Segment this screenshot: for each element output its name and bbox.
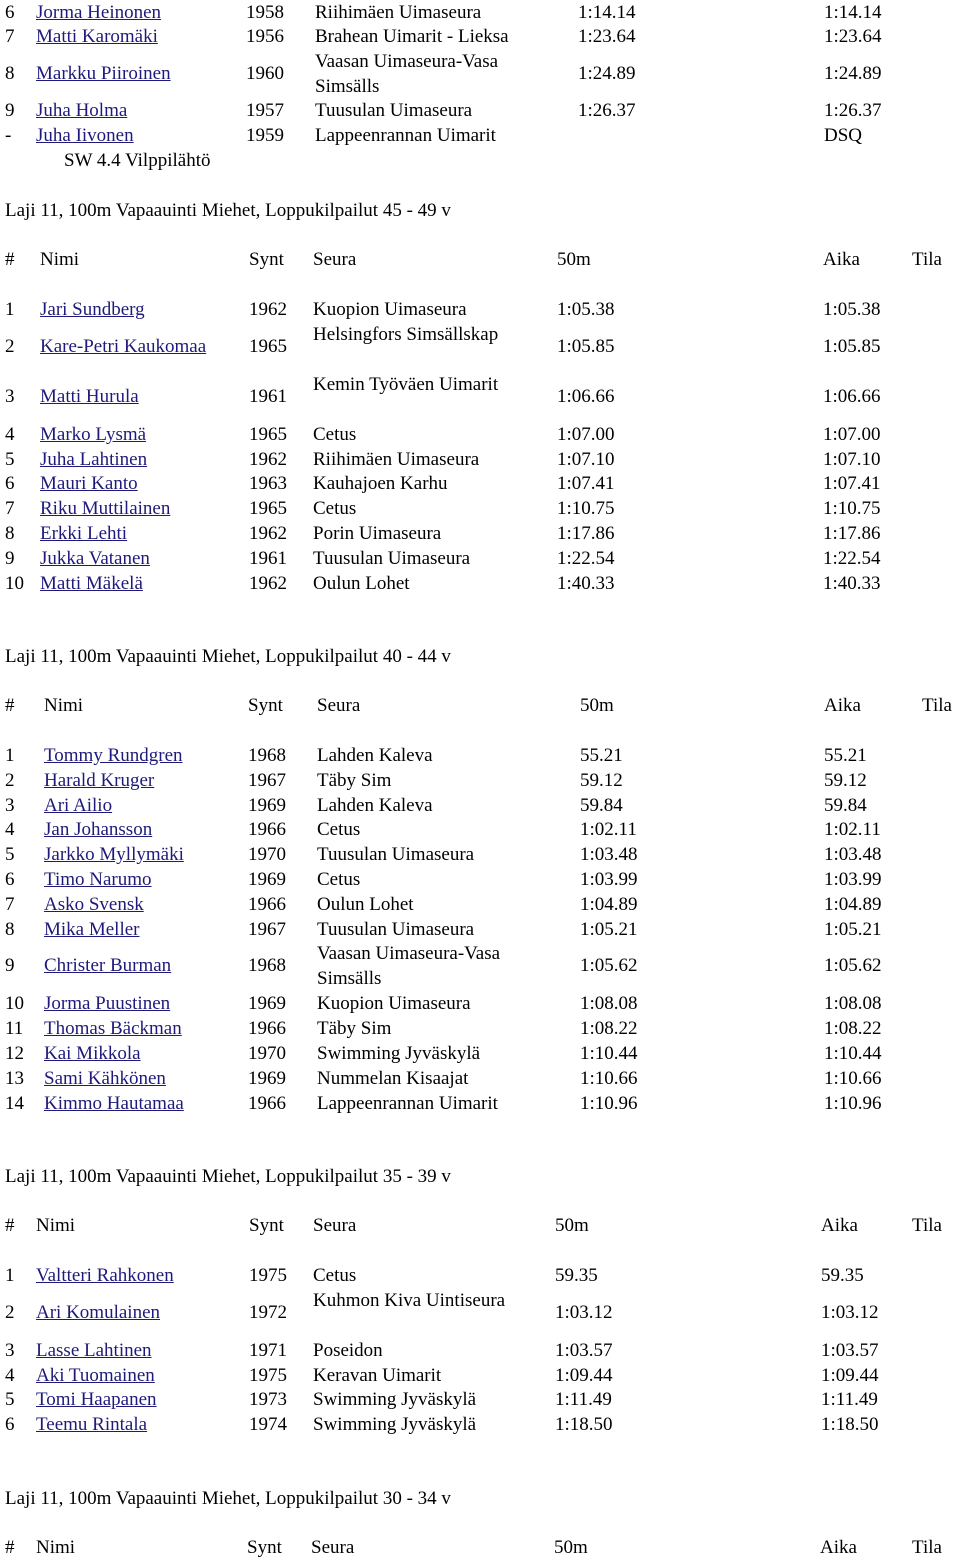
split-cell: 1:10.44 <box>580 1043 638 1064</box>
athlete-link[interactable]: Tomi Haapanen <box>36 1389 157 1411</box>
header-time: Aika <box>820 1537 857 1558</box>
table-row <box>0 1387 960 1412</box>
split-cell: 1:05.62 <box>580 955 638 977</box>
year-cell: 1972 <box>249 1301 287 1323</box>
club-cell: Cetus <box>317 869 361 890</box>
club-cell: Helsingfors Simsällskap <box>313 323 499 345</box>
time-cell: 1:05.21 <box>824 918 882 940</box>
split-cell: 1:22.54 <box>557 547 615 569</box>
athlete-link[interactable]: Christer Burman <box>44 955 172 977</box>
athlete-link[interactable]: Lasse Lahtinen <box>36 1339 152 1361</box>
year-cell: 1962 <box>249 523 287 544</box>
athlete-link[interactable]: Matti Mäkelä <box>40 572 143 594</box>
header-pos: # <box>5 695 15 716</box>
table-row <box>0 297 960 322</box>
table-row <box>0 817 960 842</box>
time-cell: 1:02.11 <box>824 819 881 841</box>
athlete-link[interactable]: Jorma Puustinen <box>44 993 171 1015</box>
split-cell: 1:07.00 <box>557 423 615 445</box>
split-cell: 1:10.96 <box>580 1092 638 1114</box>
club-cell: Tuusulan Uimaseura <box>313 547 471 569</box>
table-row <box>0 546 960 571</box>
section-title: Laji 11, 100m Vapaauinti Miehet, Loppukilpailut 45 - 49 v <box>5 200 451 221</box>
year-cell: 1962 <box>249 299 287 320</box>
club-cell: Porin Uimaseura <box>313 523 442 544</box>
year-cell: 1966 <box>248 1092 286 1114</box>
table-header <box>0 693 960 718</box>
athlete-link[interactable]: Ari Komulainen <box>36 1301 161 1323</box>
split-cell: 1:05.21 <box>580 918 638 940</box>
split-cell: 1:03.48 <box>580 844 638 866</box>
split-cell: 1:05.38 <box>557 299 615 320</box>
time-cell: 1:05.85 <box>823 335 881 357</box>
athlete-link[interactable]: Timo Narumo <box>44 869 152 890</box>
club-cell: Täby Sim <box>317 769 392 791</box>
time-cell: 1:26.37 <box>824 100 882 121</box>
header-split: 50m <box>555 1215 589 1236</box>
year-cell: 1965 <box>249 498 287 520</box>
year-cell: 1975 <box>249 1364 287 1386</box>
year-cell: 1968 <box>248 745 286 766</box>
header-time: Aika <box>824 695 861 716</box>
section-title: Laji 11, 100m Vapaauinti Miehet, Loppukilpailut 40 - 44 v <box>5 646 451 667</box>
club-cell: Swimming Jyväskylä <box>313 1389 477 1411</box>
table-row <box>0 892 960 917</box>
split-cell: 1:26.37 <box>578 100 636 121</box>
athlete-link[interactable]: Mauri Kanto <box>40 473 138 495</box>
table-row <box>0 941 960 991</box>
year-cell: 1966 <box>248 893 286 915</box>
time-cell: 1:24.89 <box>824 63 882 84</box>
time-cell: 1:14.14 <box>824 2 882 23</box>
header-name: Nimi <box>36 1537 76 1558</box>
time-cell: 59.35 <box>821 1265 864 1286</box>
split-cell: 59.12 <box>580 769 623 791</box>
year-cell: 1975 <box>249 1265 287 1286</box>
time-cell: 1:08.22 <box>824 1018 882 1040</box>
table-row <box>0 991 960 1016</box>
year-cell: 1962 <box>249 448 287 470</box>
pos-cell: 4 <box>5 1364 15 1386</box>
pos-cell: 1 <box>5 1265 15 1286</box>
table-row <box>0 49 960 99</box>
table-row <box>0 0 960 25</box>
table-row <box>0 1338 960 1363</box>
club-cell: Tuusulan Uimaseura <box>317 844 475 866</box>
pos-cell: 8 <box>5 523 15 544</box>
year-cell: 1962 <box>249 572 287 594</box>
club-cell: Kauhajoen Karhu <box>313 473 448 495</box>
year-cell: 1958 <box>246 2 284 23</box>
club-cell: Kuhmon Kiva Uintiseura <box>313 1289 506 1311</box>
club-cell: Keravan Uimarit <box>313 1364 442 1386</box>
time-cell: 1:09.44 <box>821 1364 879 1386</box>
pos-cell: 7 <box>5 498 15 520</box>
club-cell: Vaasan Uimaseura-Vasa Simsälls <box>315 51 499 97</box>
header-year: Synt <box>249 249 284 270</box>
athlete-link[interactable]: Matti Karomäki <box>36 26 158 47</box>
club-cell: Kuopion Uimaseura <box>313 299 467 320</box>
time-cell: 1:03.99 <box>824 869 882 890</box>
time-cell: 1:03.12 <box>821 1301 879 1323</box>
club-cell: Riihimäen Uimaseura <box>313 448 480 470</box>
header-name: Nimi <box>44 695 84 716</box>
pos-cell: 7 <box>5 26 15 47</box>
athlete-link[interactable]: Juha Iivonen <box>36 125 134 146</box>
table-row <box>0 842 960 867</box>
year-cell: 1969 <box>248 794 286 816</box>
split-cell: 1:14.14 <box>578 2 636 23</box>
pos-cell: 11 <box>5 1018 24 1040</box>
table-row <box>0 1363 960 1388</box>
table-row <box>0 917 960 942</box>
year-cell: 1966 <box>248 819 286 841</box>
year-cell: 1971 <box>249 1339 287 1361</box>
pos-cell: 12 <box>5 1043 24 1064</box>
header-split: 50m <box>554 1537 588 1558</box>
split-cell: 1:09.44 <box>555 1364 613 1386</box>
time-cell: 59.84 <box>824 794 867 816</box>
pos-cell: 10 <box>5 572 24 594</box>
split-cell: 1:10.66 <box>580 1067 638 1089</box>
athlete-link[interactable]: Aki Tuomainen <box>36 1364 155 1386</box>
year-cell: 1970 <box>248 1043 286 1064</box>
table-row <box>0 743 960 768</box>
club-cell: Cetus <box>317 819 361 841</box>
time-cell: 1:23.64 <box>824 26 882 47</box>
club-cell: Cetus <box>313 423 357 445</box>
time-cell: 1:06.66 <box>823 385 881 407</box>
athlete-link[interactable]: Juha Lahtinen <box>40 448 148 470</box>
year-cell: 1969 <box>248 1067 286 1089</box>
header-club: Seura <box>313 249 357 270</box>
club-cell: Oulun Lohet <box>313 572 410 594</box>
year-cell: 1965 <box>249 423 287 445</box>
pos-cell: 8 <box>5 63 15 84</box>
split-cell: 1:06.66 <box>557 385 615 407</box>
athlete-link[interactable]: Valtteri Rahkonen <box>36 1265 174 1286</box>
header-name: Nimi <box>36 1215 76 1236</box>
pos-cell: 2 <box>5 769 15 791</box>
header-pos: # <box>5 1537 15 1558</box>
pos-cell: 6 <box>5 869 15 890</box>
table-row <box>0 447 960 472</box>
club-cell: Lahden Kaleva <box>317 745 433 766</box>
pos-cell: 6 <box>5 473 15 495</box>
club-cell: Tuusulan Uimaseura <box>317 918 475 940</box>
table-row <box>0 1412 960 1437</box>
year-cell: 1967 <box>248 769 286 791</box>
club-cell: Poseidon <box>313 1339 383 1361</box>
pos-cell: 3 <box>5 1339 15 1361</box>
athlete-link[interactable]: Jari Sundberg <box>40 299 145 320</box>
table-header <box>0 247 960 272</box>
table-row <box>0 793 960 818</box>
header-club: Seura <box>317 695 361 716</box>
pos-cell: 5 <box>5 1389 15 1411</box>
table-row <box>0 322 960 372</box>
pos-cell: 5 <box>5 448 15 470</box>
athlete-link[interactable]: Sami Kähkönen <box>44 1067 166 1089</box>
split-cell: 1:18.50 <box>555 1414 613 1436</box>
club-cell: Nummelan Kisaajat <box>317 1067 469 1089</box>
split-cell: 1:08.22 <box>580 1018 638 1040</box>
year-cell: 1969 <box>248 993 286 1015</box>
time-cell: 1:10.75 <box>823 498 881 520</box>
club-cell: Swimming Jyväskylä <box>313 1414 477 1436</box>
club-cell: Oulun Lohet <box>317 893 414 915</box>
year-cell: 1970 <box>248 844 286 866</box>
pos-cell: 10 <box>5 993 24 1015</box>
year-cell: 1961 <box>249 385 287 407</box>
split-cell: 1:07.10 <box>557 448 615 470</box>
athlete-link[interactable]: Thomas Bäckman <box>44 1018 182 1040</box>
time-cell: 1:10.66 <box>824 1067 882 1089</box>
table-row <box>0 1091 960 1116</box>
athlete-link[interactable]: Kare-Petri Kaukomaa <box>40 335 207 357</box>
athlete-link[interactable]: Tommy Rundgren <box>44 745 183 766</box>
table-row <box>0 521 960 546</box>
split-cell: 1:23.64 <box>578 26 636 47</box>
section-title: Laji 11, 100m Vapaauinti Miehet, Loppukilpailut 30 - 34 v <box>5 1488 451 1509</box>
pos-cell: 1 <box>5 299 15 320</box>
table-row <box>0 1263 960 1288</box>
table-row <box>0 1066 960 1091</box>
time-cell: 55.21 <box>824 745 867 766</box>
split-cell: 1:08.08 <box>580 993 638 1015</box>
table-row <box>0 768 960 793</box>
table-header <box>0 1213 960 1238</box>
time-cell: 1:08.08 <box>824 993 882 1015</box>
time-cell: 1:03.57 <box>821 1339 879 1361</box>
club-cell: Täby Sim <box>317 1018 392 1040</box>
header-status: Tila <box>912 249 942 270</box>
table-row <box>0 1041 960 1066</box>
time-cell: 1:40.33 <box>823 572 881 594</box>
club-cell: Brahean Uimarit - Lieksa <box>315 26 509 47</box>
club-cell: Kemin Työväen Uimarit <box>313 373 499 395</box>
header-pos: # <box>5 249 15 270</box>
athlete-link[interactable]: Matti Hurula <box>40 385 139 407</box>
year-cell: 1974 <box>249 1414 287 1436</box>
club-cell: Cetus <box>313 1265 357 1286</box>
pos-cell: 3 <box>5 794 15 816</box>
split-cell: 1:40.33 <box>557 572 615 594</box>
header-split: 50m <box>557 249 591 270</box>
pos-cell: 14 <box>5 1092 24 1114</box>
table-row <box>0 867 960 892</box>
table-row <box>0 422 960 447</box>
split-cell: 55.21 <box>580 745 623 766</box>
pos-cell: 7 <box>5 893 15 915</box>
athlete-link[interactable]: Asko Svensk <box>44 893 144 915</box>
club-cell: Kuopion Uimaseura <box>317 993 471 1015</box>
header-year: Synt <box>248 695 283 716</box>
club-cell: Tuusulan Uimaseura <box>315 100 473 121</box>
table-row <box>0 471 960 496</box>
time-cell: 1:11.49 <box>821 1389 878 1411</box>
split-cell: 1:07.41 <box>557 473 615 495</box>
athlete-link[interactable]: Markku Piiroinen <box>36 63 171 84</box>
table-row <box>0 571 960 596</box>
club-cell: Lappeenrannan Uimarit <box>315 125 496 146</box>
pos-cell: 3 <box>5 385 15 407</box>
year-cell: 1969 <box>248 869 286 890</box>
club-cell: Lahden Kaleva <box>317 794 433 816</box>
time-cell: DSQ <box>824 125 863 146</box>
table-row <box>0 1016 960 1041</box>
header-name: Nimi <box>40 249 80 270</box>
year-cell: 1967 <box>248 918 286 940</box>
table-header <box>0 1535 960 1560</box>
pos-cell: 9 <box>5 100 15 121</box>
header-club: Seura <box>313 1215 357 1236</box>
time-cell: 1:22.54 <box>823 547 881 569</box>
year-cell: 1957 <box>246 100 284 121</box>
time-cell: 1:07.41 <box>823 473 881 495</box>
time-cell: 1:05.38 <box>823 299 881 320</box>
athlete-link[interactable]: Ari Ailio <box>44 794 113 816</box>
split-cell: 1:02.11 <box>580 819 637 841</box>
pos-cell: 8 <box>5 918 15 940</box>
year-cell: 1960 <box>246 63 284 84</box>
rule-note: SW 4.4 Vilppilähtö <box>64 150 211 171</box>
table-row <box>0 496 960 521</box>
time-cell: 1:10.44 <box>824 1043 882 1064</box>
time-cell: 1:10.96 <box>824 1092 882 1114</box>
split-cell: 1:05.85 <box>557 335 615 357</box>
athlete-link[interactable]: Jorma Heinonen <box>36 2 162 23</box>
club-cell: Swimming Jyväskylä <box>317 1043 481 1064</box>
athlete-link[interactable]: Marko Lysmä <box>40 423 147 445</box>
split-cell: 1:24.89 <box>578 63 636 84</box>
club-cell: Lappeenrannan Uimarit <box>317 1092 498 1114</box>
pos-cell: 4 <box>5 423 15 445</box>
section-title: Laji 11, 100m Vapaauinti Miehet, Loppukilpailut 35 - 39 v <box>5 1166 451 1187</box>
athlete-link[interactable]: Erkki Lehti <box>40 523 128 544</box>
split-cell: 1:03.99 <box>580 869 638 890</box>
table-row <box>0 98 960 123</box>
split-cell: 1:04.89 <box>580 893 638 915</box>
athlete-link[interactable]: Jarkko Myllymäki <box>44 844 184 866</box>
pos-cell: 9 <box>5 955 15 977</box>
time-cell: 1:04.89 <box>824 893 882 915</box>
year-cell: 1959 <box>246 125 284 146</box>
pos-cell: 1 <box>5 745 15 766</box>
header-year: Synt <box>249 1215 284 1236</box>
time-cell: 1:07.00 <box>823 423 881 445</box>
table-row <box>0 123 960 148</box>
year-cell: 1963 <box>249 473 287 495</box>
pos-cell: - <box>5 125 12 146</box>
header-year: Synt <box>247 1537 282 1558</box>
athlete-link[interactable]: Harald Kruger <box>44 769 155 791</box>
pos-cell: 2 <box>5 1301 15 1323</box>
club-cell: Riihimäen Uimaseura <box>315 2 482 23</box>
header-status: Tila <box>922 695 952 716</box>
table-row <box>0 24 960 49</box>
pos-cell: 2 <box>5 335 15 357</box>
header-status: Tila <box>912 1537 942 1558</box>
time-cell: 1:05.62 <box>824 955 882 977</box>
table-row <box>0 1288 960 1338</box>
header-time: Aika <box>823 249 860 270</box>
time-cell: 1:03.48 <box>824 844 882 866</box>
split-cell: 1:03.57 <box>555 1339 613 1361</box>
athlete-link[interactable]: Juha Holma <box>36 100 128 121</box>
athlete-link[interactable]: Riku Muttilainen <box>40 498 171 520</box>
header-club: Seura <box>311 1537 355 1558</box>
split-cell: 1:10.75 <box>557 498 615 520</box>
split-cell: 59.35 <box>555 1265 598 1286</box>
header-time: Aika <box>821 1215 858 1236</box>
year-cell: 1973 <box>249 1389 287 1411</box>
year-cell: 1961 <box>249 547 287 569</box>
time-cell: 59.12 <box>824 769 867 791</box>
athlete-link[interactable]: Kimmo Hautamaa <box>44 1092 184 1114</box>
split-cell: 1:17.86 <box>557 523 615 544</box>
year-cell: 1956 <box>246 26 284 47</box>
athlete-link[interactable]: Mika Meller <box>44 918 140 940</box>
athlete-link[interactable]: Jan Johansson <box>44 819 153 841</box>
time-cell: 1:07.10 <box>823 448 881 470</box>
split-cell: 59.84 <box>580 794 623 816</box>
split-cell: 1:03.12 <box>555 1301 613 1323</box>
table-row <box>0 372 960 422</box>
athlete-link[interactable]: Jukka Vatanen <box>40 547 150 569</box>
pos-cell: 13 <box>5 1067 24 1089</box>
year-cell: 1966 <box>248 1018 286 1040</box>
pos-cell: 9 <box>5 547 15 569</box>
pos-cell: 6 <box>5 2 15 23</box>
club-cell: Vaasan Uimaseura-Vasa Simsälls <box>317 943 501 990</box>
split-cell: 1:11.49 <box>555 1389 612 1411</box>
header-pos: # <box>5 1215 15 1236</box>
pos-cell: 5 <box>5 844 15 866</box>
pos-cell: 6 <box>5 1414 15 1436</box>
club-cell: Cetus <box>313 498 357 520</box>
year-cell: 1965 <box>249 335 287 357</box>
athlete-link[interactable]: Teemu Rintala <box>36 1414 148 1436</box>
header-status: Tila <box>912 1215 942 1236</box>
year-cell: 1968 <box>248 955 286 977</box>
pos-cell: 4 <box>5 819 15 841</box>
athlete-link[interactable]: Kai Mikkola <box>44 1043 141 1064</box>
time-cell: 1:18.50 <box>821 1414 879 1436</box>
header-split: 50m <box>580 695 614 716</box>
time-cell: 1:17.86 <box>823 523 881 544</box>
